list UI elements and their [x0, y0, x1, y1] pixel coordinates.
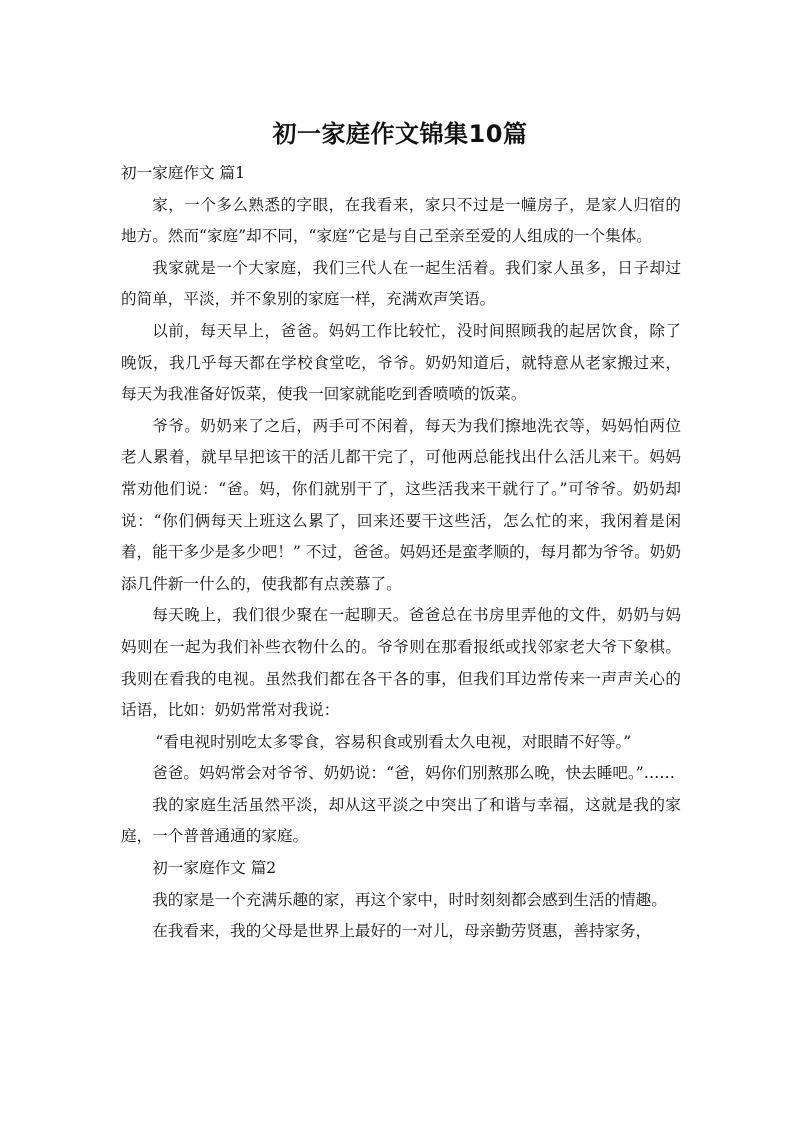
paragraph: 爸爸。妈妈常会对爷爷、奶奶说：“爸，妈你们别熬那么晚，快去睡吧。”……	[152, 764, 675, 783]
paragraph: 在我看来，我的父母是世界上最好的一对儿，母亲勤劳贤惠，善持家务，	[152, 922, 652, 941]
paragraph: 家，一个多么熟悉的字眼，在我看来，家只不过是一幢房子，是家人归宿的地方。然而“家庭”却不同，“家庭”它是与自己至亲至爱的人组成的一个集体。	[121, 195, 681, 246]
paragraph: 爷爷。奶奶来了之后，两手可不闲着，每天为我们擦地洗衣等，妈妈怕两位老人累着，就早早把该干的活儿都干完了，可他两总能找出什么活儿来干。妈妈常劝他们说：“爸。妈，你们就别干了，这些活我来干就行了。”可爷爷。奶奶却说：“你们俩每天上班这么累了，回来还要干这些活，怎么忙的来，我闲着是闲着，能干多少是多少吧！” 不过，爸爸。妈妈还是蛮孝顺的，每月都为爷爷。奶奶添几件新一什么的，使我都有点羡慕了。	[121, 416, 681, 593]
document-title: 初一家庭作文锦集10篇	[272, 120, 528, 148]
document-body	[121, 158, 681, 948]
paragraph: 我的家是一个充满乐趣的家，再这个家中，时时刻刻都会感到生活的情趣。	[152, 890, 667, 909]
paragraph: 每天晚上，我们很少聚在一起聊天。爸爸总在书房里弄他的文件，奶奶与妈妈则在一起为我们补些衣物什么的。爷爷则在那看报纸或找邻家老大爷下象棋。我则在看我的电视。虽然我们都在各干各的事，但我们耳边常传来一声声关心的话语，比如：奶奶常常对我说：	[121, 606, 681, 720]
paragraph: 以前，每天早上，爸爸。妈妈工作比较忙，没时间照顾我的起居饮食，除了晚饭，我几乎每天都在学校食堂吃，爷爷。奶奶知道后，就特意从老家搬过来，每天为我准备好饭菜，使我一回家就能吃到香喷喷的饭菜。	[121, 321, 681, 404]
paragraph: 我家就是一个大家庭，我们三代人在一起生活着。我们家人虽多，日子却过的简单，平淡，并不象别的家庭一样，充满欢声笑语。	[121, 258, 681, 309]
paragraph: 我的家庭生活虽然平淡，却从这平淡之中突出了和谐与幸福，这就是我的家庭，一个普普通通的家庭。	[121, 795, 681, 846]
section-heading-2: 初一家庭作文 篇2	[152, 859, 277, 878]
section-heading-1: 初一家庭作文 篇1	[121, 164, 246, 182]
quoted-line: “看电视时别吃太多零食，容易积食或别看太久电视，对眼睛不好等。”	[155, 732, 632, 751]
